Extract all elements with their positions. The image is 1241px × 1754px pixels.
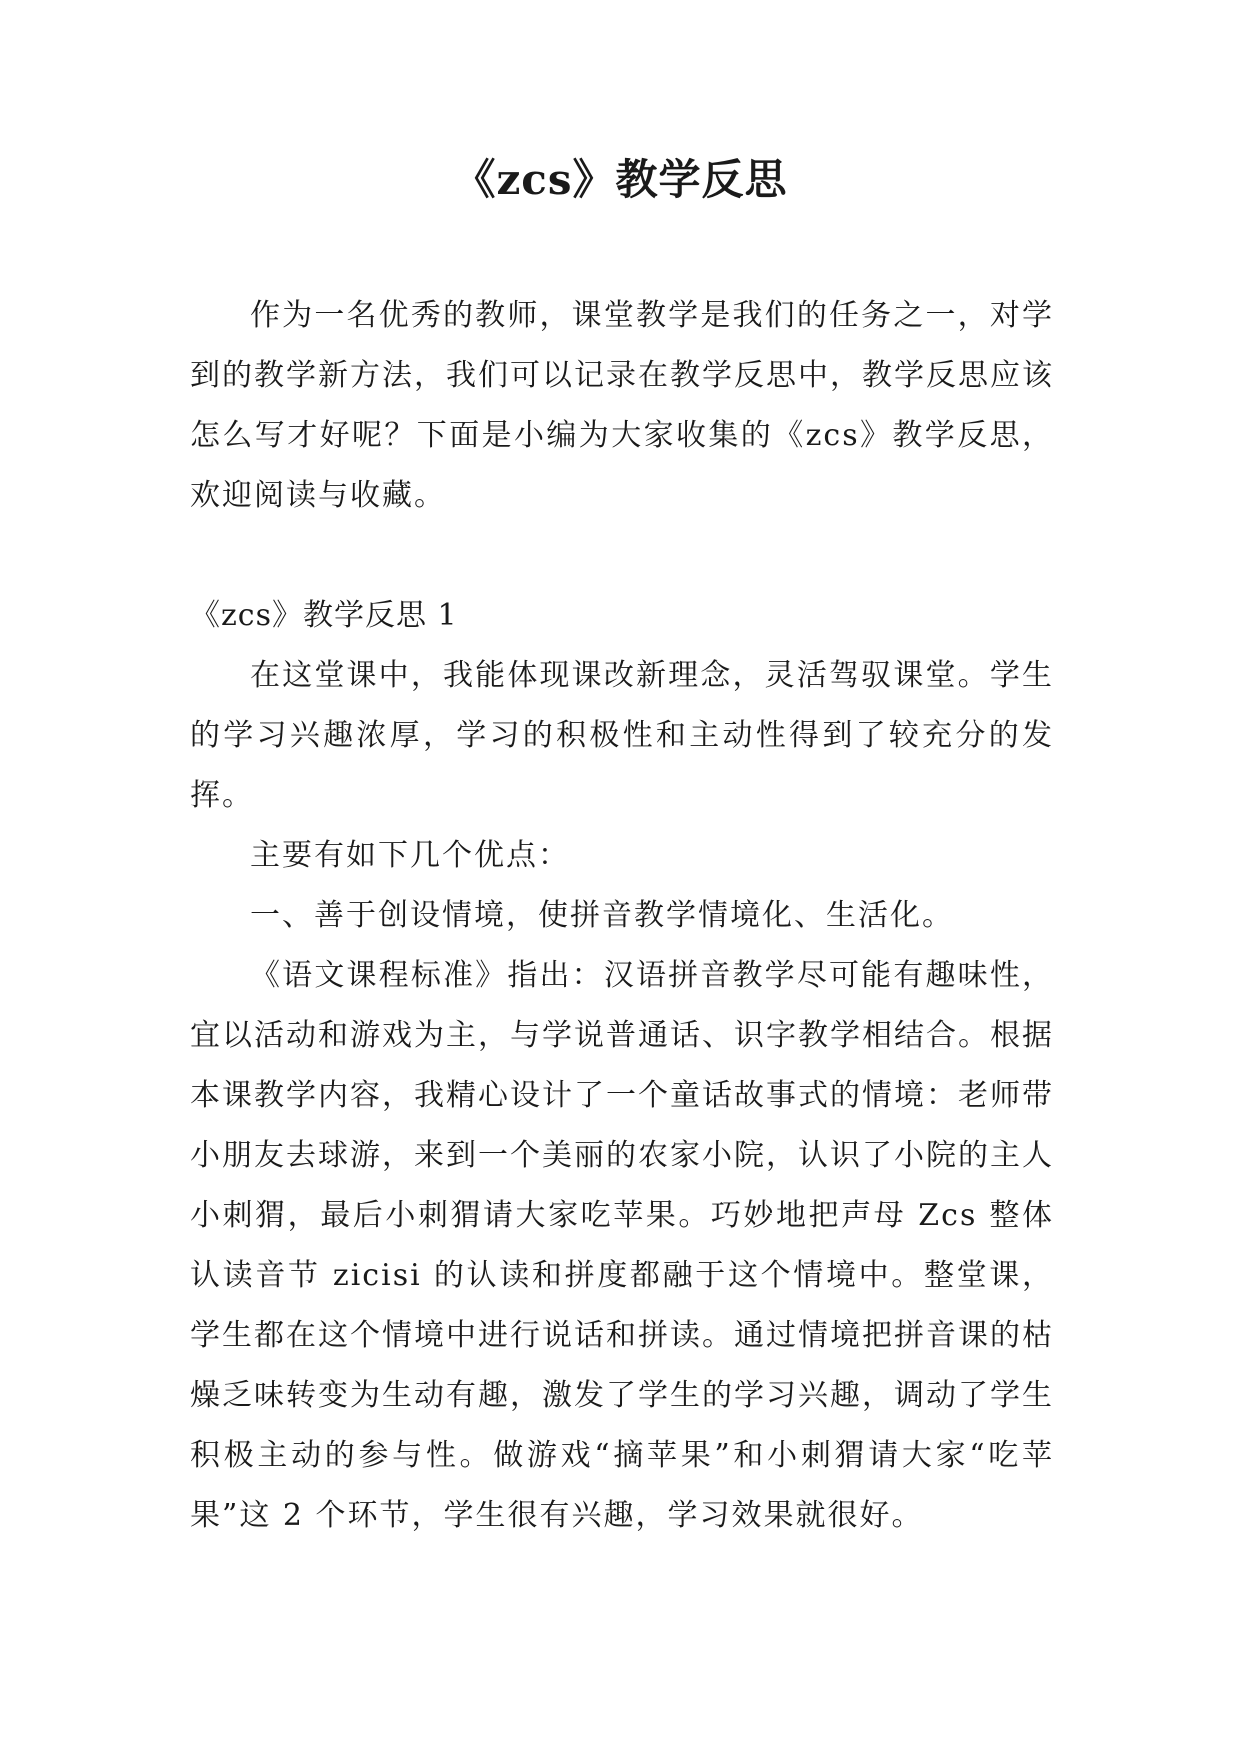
paragraph-spacer	[190, 526, 1054, 586]
body-paragraph: 《语文课程标准》指出：汉语拼音教学尽可能有趣味性，宜以活动和游戏为主，与学说普通话、识字教学相结合。根据本课教学内容，我精心设计了一个童话故事式的情境：老师带小朋友去球游，来到一个美丽的农家小院，认识了小院的主人小刺猬，最后小刺猬请大家吃苹果。巧妙地把声母 Zcs 整体认读音节 zicisi 的认读和拼度都融于这个情境中。整堂课，学生都在这个情境中进行说话和拼读。通过情境把拼音课的枯燥乏味转变为生动有趣，激发了学生的学习兴趣，调动了学生积极主动的参与性。做游戏“摘苹果”和小刺猬请大家“吃苹果”这 2 个环节，学生很有兴趣，学习效果就很好。	[190, 958, 1054, 1533]
body-paragraph: 在这堂课中，我能体现课改新理念，灵活驾驭课堂。学生的学习兴趣浓厚，学习的积极性和主动性得到了较充分的发挥。	[190, 658, 1054, 813]
intro-paragraph: 作为一名优秀的教师，课堂教学是我们的任务之一，对学到的教学新方法，我们可以记录在教学反思中，教学反思应该怎么写才好呢？下面是小编为大家收集的《zcs》教学反思，欢迎阅读与收藏。	[190, 298, 1054, 513]
section-heading: 《zcs》教学反思 1	[190, 598, 458, 633]
body-paragraph: 主要有如下几个优点：	[250, 838, 570, 873]
body-paragraph: 一、善于创设情境，使拼音教学情境化、生活化。	[250, 898, 954, 933]
document-title: 《zcs》教学反思	[453, 155, 788, 204]
document-body	[190, 286, 1054, 1546]
